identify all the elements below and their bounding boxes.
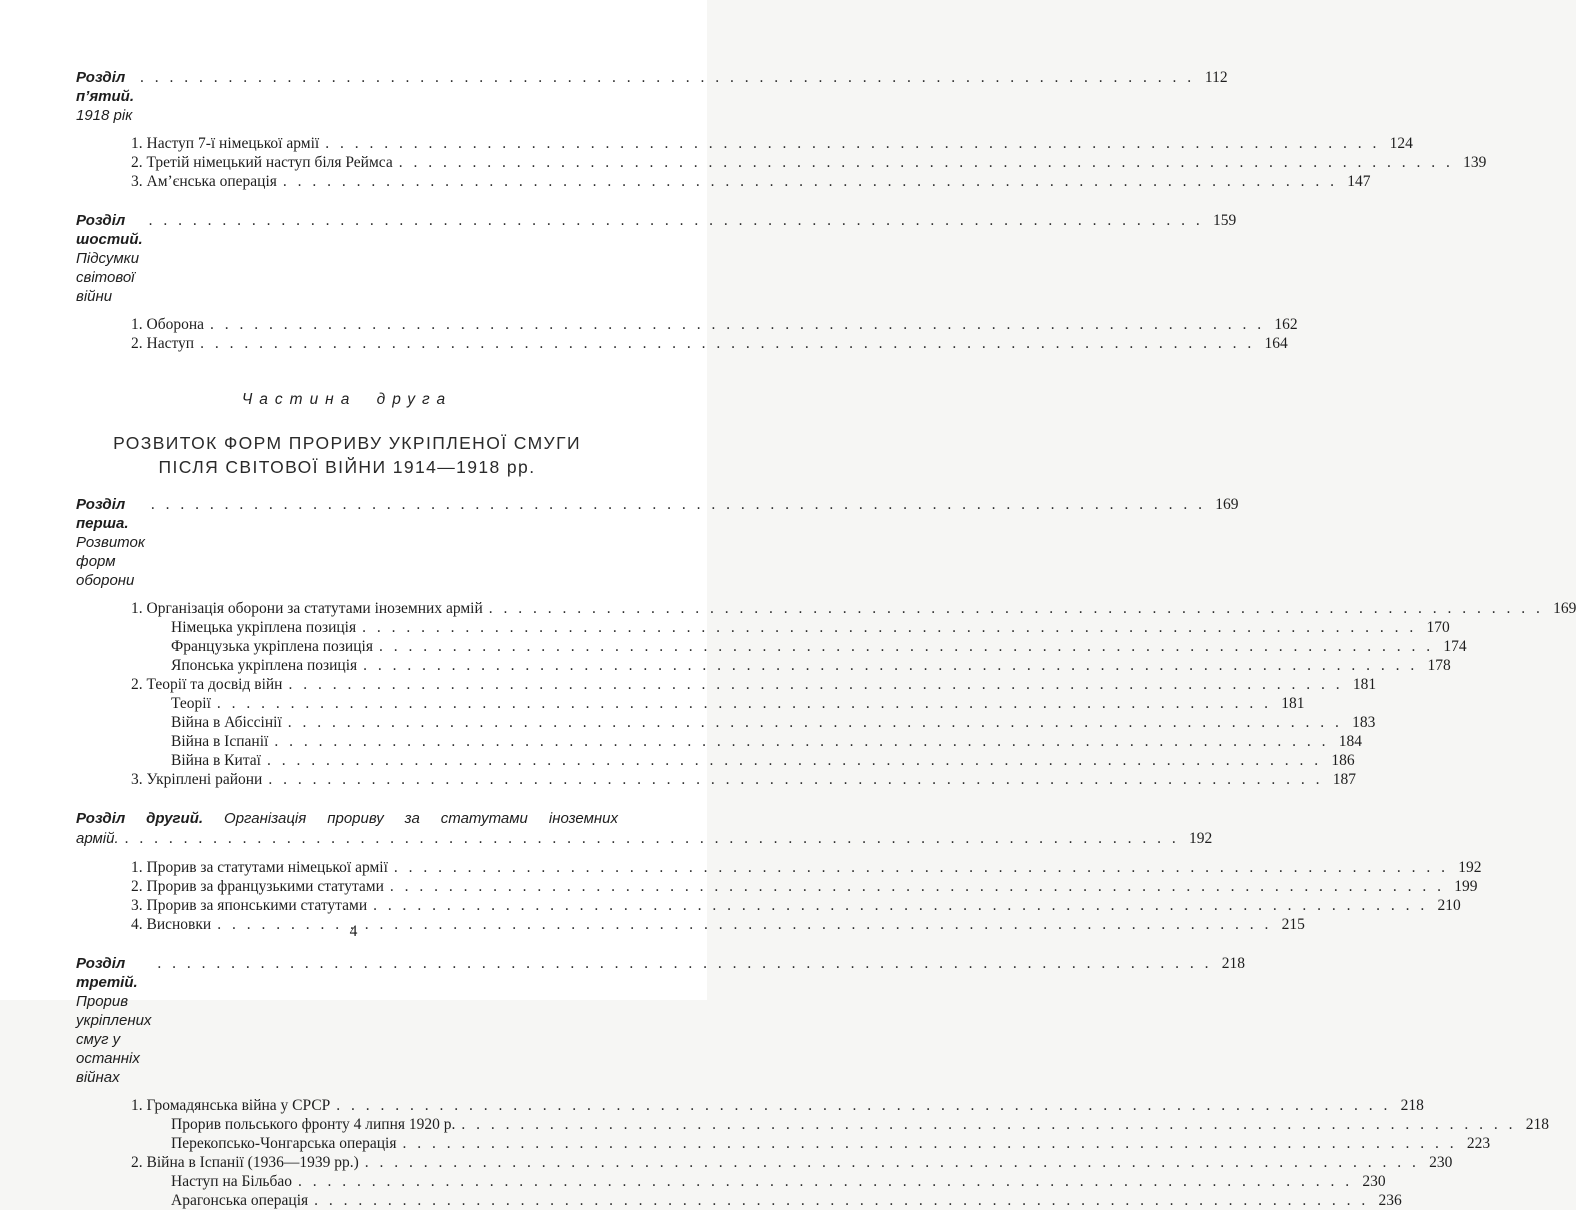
- table-of-contents: [76, 68, 1576, 1210]
- toc-row-label: Теорії: [171, 695, 211, 712]
- toc-row-label: Японська укріплена позиція: [171, 657, 358, 674]
- toc-row-label: Війна в Іспанії: [171, 733, 269, 750]
- page-number: 4: [349, 923, 358, 940]
- part-heading: [76, 391, 618, 479]
- toc-page-number: 181: [1281, 695, 1305, 712]
- toc-page-number: 192: [1189, 830, 1213, 847]
- toc-entry-row: [131, 1096, 1424, 1115]
- dot-leader: [268, 770, 1323, 789]
- toc-page-number: 210: [1437, 897, 1461, 914]
- toc-row-label: Перекопсько-Чонгарська операція: [171, 1135, 397, 1152]
- toc-page-number: 236: [1378, 1192, 1402, 1209]
- toc-subentry-row: [171, 1172, 1386, 1191]
- toc-chapter-row: [76, 68, 1228, 125]
- toc-page-number: 199: [1454, 878, 1478, 895]
- toc-page-number: 187: [1332, 771, 1356, 788]
- toc-page-number: 169: [1215, 496, 1239, 513]
- dot-leader: [489, 599, 1544, 618]
- toc-page-number: 174: [1443, 638, 1467, 655]
- toc-entry-row: [131, 770, 1356, 789]
- dot-leader: [274, 732, 1329, 751]
- toc-page-number: 218: [1400, 1097, 1424, 1114]
- toc-row-label: Французька укріплена позиція: [171, 638, 373, 655]
- toc-page-number: 139: [1463, 154, 1487, 171]
- toc-subentry-row: [171, 732, 1362, 751]
- toc-page-number: 178: [1427, 657, 1451, 674]
- toc-page-number: 124: [1389, 135, 1413, 152]
- dot-leader: [373, 896, 1428, 915]
- toc-subentry-row: [171, 656, 1451, 675]
- dot-leader: [210, 315, 1265, 334]
- dot-leader: [200, 334, 1255, 353]
- toc-page-number: 218: [1221, 955, 1246, 972]
- dot-leader: [402, 1134, 1457, 1153]
- dot-leader: [288, 713, 1343, 732]
- toc-row-label: 4. Висновки: [131, 916, 212, 933]
- dot-leader: [325, 134, 1380, 153]
- toc-row-label: 1. Прорив за статутами німецької армії: [131, 859, 388, 876]
- dot-leader: [298, 1172, 1353, 1191]
- part-title: [76, 431, 618, 479]
- dot-leader: [140, 68, 1195, 87]
- dot-leader: [394, 858, 1449, 877]
- page-footer: [0, 923, 707, 941]
- dot-leader: [390, 877, 1445, 896]
- toc-row-label: Війна в Абіссінії: [171, 714, 282, 731]
- toc-page-number: 192: [1458, 859, 1482, 876]
- toc-page-number: 181: [1352, 676, 1377, 693]
- toc-page-number: 230: [1429, 1154, 1453, 1171]
- toc-chapter-row-open: Розділ другий. Організація прориву за статутами іноземних: [76, 810, 618, 827]
- toc-row-label: Розділ шостий. Підсумки світової війни: [76, 212, 143, 305]
- toc-subentry-row: [171, 1134, 1491, 1153]
- toc-page-number: 186: [1331, 752, 1355, 769]
- toc-page-number: 162: [1274, 316, 1298, 333]
- toc-subentry-row: [171, 1191, 1402, 1210]
- toc-row-label: 1. Оборона: [131, 316, 205, 333]
- dot-leader: [461, 1115, 1516, 1134]
- dot-leader: [267, 751, 1322, 770]
- toc-row-label: 2. Третій німецький наступ біля Реймса: [131, 154, 393, 171]
- toc-row-label: Розділ третій. Прорив укріплених смуг у останніх війнах: [76, 955, 152, 1086]
- toc-row-label: 1. Громадянська війна у СРСР: [131, 1097, 331, 1114]
- toc-entry-row: [131, 599, 1576, 618]
- dot-leader: [157, 954, 1212, 973]
- dot-leader: [379, 637, 1434, 656]
- dot-leader: [151, 495, 1206, 514]
- toc-entry-row: [131, 315, 1298, 334]
- toc-page-number: 183: [1352, 714, 1376, 731]
- toc-entry-row: [131, 858, 1482, 877]
- toc-page-number: 164: [1264, 335, 1288, 352]
- toc-subentry-row: [171, 637, 1467, 656]
- toc-row-label: 3. Ам’єнська операція: [131, 173, 277, 190]
- toc-row-label: 2. Наступ: [131, 335, 195, 352]
- toc-row-label: 2. Війна в Іспанії (1936—1939 рр.): [131, 1154, 359, 1171]
- toc-row-label: Наступ на Більбао: [171, 1173, 293, 1190]
- toc-entry-row: [131, 153, 1487, 172]
- toc-page-number: 170: [1426, 619, 1450, 636]
- toc-page-number: 218: [1525, 1116, 1550, 1133]
- toc-subentry-row: [171, 751, 1355, 770]
- toc-subentry-row: [171, 694, 1305, 713]
- toc-subentry-row: [171, 618, 1450, 637]
- toc-row-label: Розділ п’ятий. 1918 рік: [76, 69, 134, 124]
- toc-row-label: 3. Прорив за японськими статутами: [131, 897, 368, 914]
- toc-page-number: 159: [1213, 212, 1237, 229]
- toc-page-number: 223: [1466, 1135, 1491, 1152]
- toc-row-label: 1. Наступ 7-ї німецької армії: [131, 135, 320, 152]
- dot-leader: [149, 211, 1204, 230]
- toc-row-label: Арагонська операція: [171, 1192, 309, 1209]
- toc-row-label: 2. Прорив за французькими статутами: [131, 878, 384, 895]
- part-title-line-2: ПІСЛЯ СВІТОВОЇ ВІЙНИ 1914—1918 рр.: [158, 457, 536, 477]
- toc-section-1: [76, 68, 1487, 353]
- toc-page-number: 169: [1553, 600, 1576, 617]
- dot-leader: [288, 675, 1343, 694]
- dot-leader: [363, 656, 1418, 675]
- toc-row-label: 2. Теорії та досвід війн: [131, 676, 283, 693]
- toc-chapter-row: [76, 211, 1237, 306]
- dot-leader: [399, 153, 1454, 172]
- toc-entry-row: [131, 896, 1461, 915]
- toc-row-label: Німецька укріплена позиція: [171, 619, 357, 636]
- toc-row-label: Розділ перша. Розвиток форм оборони: [76, 496, 145, 589]
- toc-entry-row: [131, 134, 1413, 153]
- dot-leader: [125, 829, 1180, 848]
- dot-leader: [217, 694, 1272, 713]
- toc-chapter-row: [76, 954, 1246, 1087]
- dot-leader: [362, 618, 1417, 637]
- dot-leader: [336, 1096, 1391, 1115]
- toc-entry-row: [131, 172, 1371, 191]
- toc-page-number: 230: [1362, 1173, 1386, 1190]
- toc-row-label: армій.: [76, 830, 119, 847]
- toc-page-number: 112: [1204, 69, 1228, 86]
- toc-page-number: 147: [1347, 173, 1371, 190]
- toc-row-label: Прорив польського фронту 4 липня 1920 р.: [171, 1116, 456, 1133]
- toc-row-label: Війна в Китаї: [171, 752, 261, 769]
- toc-subentry-row: [171, 1115, 1550, 1134]
- toc-entry-row: [131, 877, 1478, 896]
- toc-chapter-row: [76, 495, 1239, 590]
- toc-section-2: [76, 495, 1576, 1210]
- part-title-line-1: РОЗВИТОК ФОРМ ПРОРИВУ УКРІПЛЕНОЇ СМУГИ: [113, 433, 581, 453]
- toc-entry-row: [131, 334, 1288, 353]
- dot-leader: [283, 172, 1338, 191]
- toc-row-label: 1. Організація оборони за статутами іноземних армій: [131, 600, 483, 617]
- dot-leader: [365, 1153, 1420, 1172]
- toc-entry-row: [131, 1153, 1453, 1172]
- toc-page-number: 215: [1281, 916, 1305, 933]
- dot-leader: [314, 1191, 1369, 1210]
- toc-chapter-row-continuation: [76, 829, 1213, 849]
- toc-row-label: 3. Укріплені райони: [131, 771, 263, 788]
- part-kicker: Частина друга: [241, 391, 453, 408]
- toc-subentry-row: [171, 713, 1376, 732]
- toc-page-number: 184: [1338, 733, 1362, 750]
- toc-entry-row: [131, 675, 1377, 694]
